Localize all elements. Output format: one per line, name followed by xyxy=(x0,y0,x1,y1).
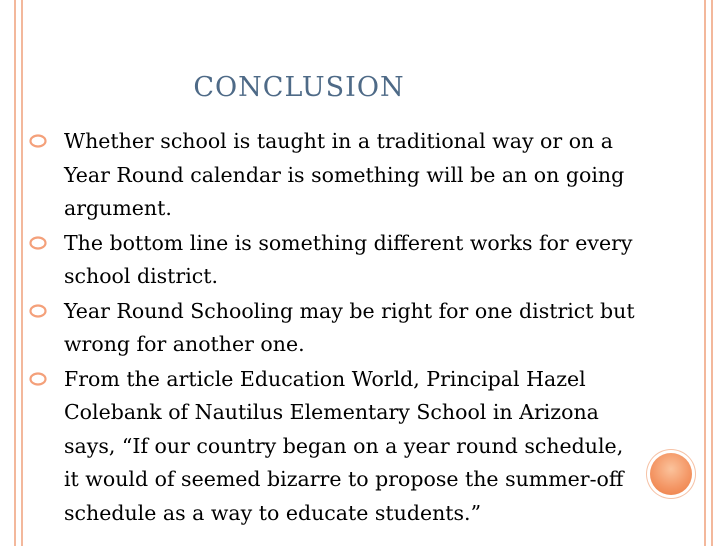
bullet-item xyxy=(28,295,638,362)
bullet-ring-icon xyxy=(28,304,50,318)
bullet-text: The bottom line is something different works for every school district. xyxy=(64,230,633,288)
bullet-item xyxy=(28,125,638,226)
bullet-text: Year Round Schooling may be right for one district but wrong for another one. xyxy=(64,298,635,356)
bullet-text: From the article Education World, Principal Hazel Colebank of Nautilus Elementary School in Arizona says, “If our country began on a year round schedule, it would of seemed bizarre to propose the summer-off schedule as a way to educate students.” xyxy=(64,366,624,525)
slide-title: CONCLUSION xyxy=(193,72,405,103)
bullet-ring-icon xyxy=(28,236,50,250)
bullet-ring-icon xyxy=(28,372,50,386)
bullet-list xyxy=(28,125,638,531)
bullet-ring-icon xyxy=(28,134,50,148)
bullet-item xyxy=(28,227,638,294)
bullet-text: Whether school is taught in a traditional way or on a Year Round calendar is something will be an on going argument. xyxy=(64,129,625,220)
orange-orb-icon xyxy=(650,453,692,495)
bullet-item xyxy=(28,363,638,531)
